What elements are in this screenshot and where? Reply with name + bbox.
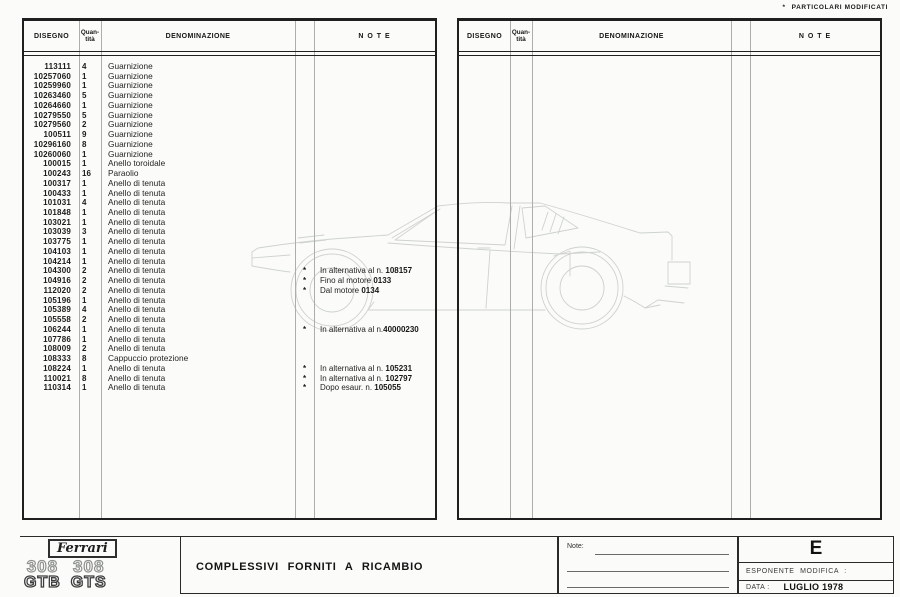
denomination-cell: Anello di tenuta [108,265,166,276]
denomination-cell: Anello di tenuta [108,304,166,315]
denomination-cell: Guarnizione [108,99,153,110]
quantity-cell: 2 [82,266,87,276]
page-title: COMPLESSIVI FORNITI A RICAMBIO [196,561,424,573]
note-ruled-line [567,587,729,588]
table-row [24,208,435,218]
note-flag-cell: * [302,276,307,286]
note-cell: In alternativa al n. 102797 [320,373,413,383]
note-flag-cell [295,150,314,160]
column-divider [510,21,511,518]
quantity-cell: 1 [82,383,87,393]
note-flag-cell [295,179,314,189]
part-number-cell: 10260060 [33,149,71,159]
brand-area [22,539,180,597]
denomination-cell: Anello di tenuta [108,255,166,266]
denomination-cell: Anello di tenuta [108,236,166,247]
note-cell [314,179,435,189]
col-header-denominazione: DENOMINAZIONE [599,32,664,40]
quantity-cell: 1 [82,188,87,198]
denomination-cell: Guarnizione [108,119,153,130]
ferrari-wordmark: Ferrari [57,541,108,556]
col-header-disegno: DISEGNO [33,32,70,40]
table-row [24,91,435,101]
note-flag-cell [295,189,314,199]
ferrari-logo [48,539,117,558]
table-row [24,325,435,335]
part-number-cell: 101031 [43,198,71,208]
note-cell: In alternativa al n. 105231 [320,363,413,373]
note-cell [314,169,435,179]
denomination-cell: Anello di tenuta [108,333,166,344]
quantity-cell: 1 [82,81,87,91]
quantity-cell: 2 [82,315,87,325]
col-header-disegno: DISEGNO [466,32,503,40]
modified-parts-label: PARTICOLARI MODIFICATI [791,4,888,11]
part-number-cell: 100433 [43,188,71,198]
quantity-cell: 2 [82,276,87,286]
quantity-cell: 3 [82,227,87,237]
quantity-cell: 1 [82,71,87,81]
model-logos [24,559,180,591]
part-number-cell: 108009 [43,344,71,354]
table-row [24,189,435,199]
table-row [24,296,435,306]
note-cell [314,81,435,91]
quantity-cell: 1 [82,149,87,159]
denomination-cell: Anello di tenuta [108,197,166,208]
table-row [24,383,435,393]
table-row [24,344,435,354]
page-title-box [180,536,558,594]
quantity-cell: 1 [82,256,87,266]
logo-gts-letters: GTS [70,574,107,591]
quantity-cell: 1 [82,295,87,305]
note-cell [314,130,435,140]
note-cell [314,305,435,315]
note-cell [314,208,435,218]
quantity-cell: 5 [82,110,87,120]
table-row [24,130,435,140]
table-row [24,81,435,91]
note-cell: In alternativa al n. 108157 [320,266,413,276]
note-cell [314,296,435,306]
note-flag-cell [295,335,314,345]
part-number-cell: 100015 [43,159,71,169]
denomination-cell: Guarnizione [108,129,153,140]
denomination-cell: Anello di tenuta [108,275,166,286]
denomination-cell: Guarnizione [108,90,153,101]
table-row [24,150,435,160]
table-row [24,354,435,364]
denomination-cell: Guarnizione [108,109,153,120]
denomination-cell: Guarnizione [108,148,153,159]
note-cell [314,159,435,169]
quantity-cell: 9 [82,130,87,140]
part-number-cell: 105389 [43,305,71,315]
note-cell [314,218,435,228]
denomination-cell: Guarnizione [108,80,153,91]
denomination-cell: Guarnizione [108,61,153,71]
part-number-cell: 10259960 [33,81,71,91]
part-number-cell: 106244 [43,324,71,334]
esponente-modifica-label: ESPONENTE MODIFICA : [739,563,893,581]
table-row [24,257,435,267]
note-flag-cell [295,257,314,267]
table-row [24,120,435,130]
part-number-cell: 104300 [43,266,71,276]
col-header-denominazione: DENOMINAZIONE [165,32,231,40]
col-header-note: N O T E [358,32,391,40]
note-flag-cell [295,315,314,325]
quantity-cell: 4 [82,62,87,71]
quantity-cell: 1 [82,159,87,169]
table-row [24,364,435,374]
quantity-cell: 1 [82,208,87,218]
note-cell [314,189,435,199]
denomination-cell: Cappuccio protezione [108,353,189,364]
quantity-cell: 8 [82,354,87,364]
logo-308-gts [71,559,107,591]
table-header [24,21,435,52]
table-row [24,72,435,82]
denomination-cell: Anello toroidale [108,158,166,169]
logo-308-gtb [24,559,61,591]
quantity-cell: 5 [82,91,87,101]
quantity-cell: 4 [82,305,87,315]
part-number-cell: 101848 [43,208,71,218]
note-cell [314,354,435,364]
part-number-cell: 100511 [43,130,71,140]
note-cell [314,227,435,237]
quantity-cell: 2 [82,120,87,130]
table-row [24,335,435,345]
denomination-cell: Anello di tenuta [108,314,166,325]
part-number-cell: 10264660 [33,100,71,110]
note-flag-cell [295,120,314,130]
note-cell [314,315,435,325]
denomination-cell: Anello di tenuta [108,382,166,393]
quantity-cell: 1 [82,178,87,188]
note-flag-cell [295,247,314,257]
denomination-cell: Anello di tenuta [108,362,166,373]
note-cell [314,198,435,208]
table-row [24,374,435,384]
note-flag-cell: * [302,285,307,295]
note-flag-cell [295,91,314,101]
part-number-cell: 100243 [43,169,71,179]
denomination-cell: Anello di tenuta [108,294,166,305]
table-row [24,305,435,315]
column-divider [731,21,732,518]
note-label: Note: [567,543,584,550]
data-value: LUGLIO 1978 [783,582,844,592]
quantity-cell: 8 [82,139,87,149]
table-row [24,247,435,257]
table-row [24,227,435,237]
part-number-cell: 10279560 [33,120,71,130]
part-number-cell: 10296160 [33,139,71,149]
part-number-cell: 110021 [43,373,71,383]
part-number-cell: 107786 [43,334,71,344]
quantity-cell: 1 [82,363,87,373]
note-flag-cell [295,218,314,228]
note-flag-cell [295,159,314,169]
part-number-cell: 103775 [43,237,71,247]
revision-box [738,536,894,594]
note-cell [314,150,435,160]
table-row [24,198,435,208]
data-row [739,581,893,593]
table-header [459,21,880,52]
col-header-note: N O T E [798,32,832,40]
note-flag-cell [295,140,314,150]
note-cell: Fino al motore 0133 [320,276,392,286]
note-cell [314,62,435,72]
denomination-cell: Paraolio [108,168,139,179]
denomination-cell: Anello di tenuta [108,245,166,256]
quantity-cell: 16 [82,169,91,179]
note-flag-cell [295,101,314,111]
quantity-cell: 2 [82,344,87,354]
part-number-cell: 103021 [43,217,71,227]
denomination-cell: Anello di tenuta [108,226,166,237]
quantity-cell: 1 [82,334,87,344]
quantity-cell: 1 [82,246,87,256]
note-flag-cell: * [302,324,307,334]
note-flag-cell [295,354,314,364]
note-cell [314,140,435,150]
table-row [24,286,435,296]
note-flag-cell [295,81,314,91]
table-row [24,179,435,189]
quantity-cell: 1 [82,237,87,247]
denomination-cell: Anello di tenuta [108,187,166,198]
right-parts-table [457,18,882,520]
note-flag-cell [295,130,314,140]
part-number-cell: 104103 [43,246,71,256]
note-cell [314,344,435,354]
note-flag-cell [295,111,314,121]
quantity-cell: 1 [82,324,87,334]
note-cell [314,120,435,130]
logo-308-number: 308 [26,557,59,576]
note-flag-cell [295,344,314,354]
col-header-quantita: Quan- tità [511,29,531,43]
table-row [24,237,435,247]
quantity-cell: 8 [82,373,87,383]
part-number-cell: 110314 [43,383,71,393]
logo-308-number: 308 [73,557,105,576]
note-cell: Dal motore 0134 [320,285,380,295]
note-cell [314,101,435,111]
note-flag-cell [295,227,314,237]
part-number-cell: 10279550 [33,110,71,120]
note-flag-cell [295,62,314,72]
table-row [24,62,435,72]
part-number-cell: 10257060 [33,71,71,81]
note-cell: Dopo esaur. n. 105055 [320,383,401,393]
part-number-cell: 104916 [43,276,71,286]
part-number-cell: 10263460 [33,91,71,101]
note-cell [314,257,435,267]
asterisk-mark: * [782,4,786,11]
table-row [24,169,435,179]
table-row [24,276,435,286]
part-number-cell: 112020 [43,285,71,295]
table-row [24,266,435,276]
note-box [558,536,738,594]
column-divider [532,21,533,518]
part-number-cell: 108224 [43,363,71,373]
note-flag-cell: * [302,363,307,373]
revision-letter: E [739,537,893,563]
data-label: DATA : [746,583,770,591]
note-flag-cell [295,296,314,306]
denomination-cell: Guarnizione [108,138,153,149]
denomination-cell: Anello di tenuta [108,343,166,354]
column-divider [750,21,751,518]
left-parts-table [22,18,437,520]
part-number-cell: 113111 [44,62,71,71]
note-cell [314,111,435,121]
note-flag-cell: * [302,266,307,276]
note-flag-cell [295,208,314,218]
note-ruled-line [595,554,729,555]
table-row [24,315,435,325]
denomination-cell: Anello di tenuta [108,323,166,334]
logo-gtb-letters: GTB [24,574,61,591]
table-row [24,101,435,111]
right-table-rows [459,56,880,62]
note-cell [314,247,435,257]
note-flag-cell [295,305,314,315]
note-cell [314,91,435,101]
note-ruled-line [567,571,729,572]
denomination-cell: Anello di tenuta [108,284,166,295]
table-row [24,140,435,150]
denomination-cell: Guarnizione [108,70,153,81]
note-cell: In alternativa al n.40000230 [320,324,419,334]
quantity-cell: 4 [82,198,87,208]
note-flag-cell [295,169,314,179]
left-table-rows [24,56,435,393]
table-row [24,159,435,169]
table-row [24,111,435,121]
denomination-cell: Anello di tenuta [108,216,166,227]
denomination-cell: Anello di tenuta [108,372,166,383]
note-flag-cell [295,72,314,82]
quantity-cell: 2 [82,285,87,295]
part-number-cell: 100317 [43,178,71,188]
note-flag-cell [295,237,314,247]
note-flag-cell: * [302,383,307,393]
table-row [24,218,435,228]
part-number-cell: 108333 [43,354,71,364]
note-flag-cell [295,198,314,208]
part-number-cell: 105558 [43,315,71,325]
modified-parts-legend [782,4,888,11]
part-number-cell: 103039 [43,227,71,237]
note-cell [314,72,435,82]
denomination-cell: Anello di tenuta [108,207,166,218]
part-number-cell: 105196 [43,295,71,305]
note-cell [314,335,435,345]
note-cell [314,237,435,247]
denomination-cell: Anello di tenuta [108,177,166,188]
quantity-cell: 1 [82,100,87,110]
note-flag-cell: * [302,373,307,383]
quantity-cell: 1 [82,217,87,227]
col-header-quantita: Quan- tità [80,29,100,43]
part-number-cell: 104214 [43,256,71,266]
